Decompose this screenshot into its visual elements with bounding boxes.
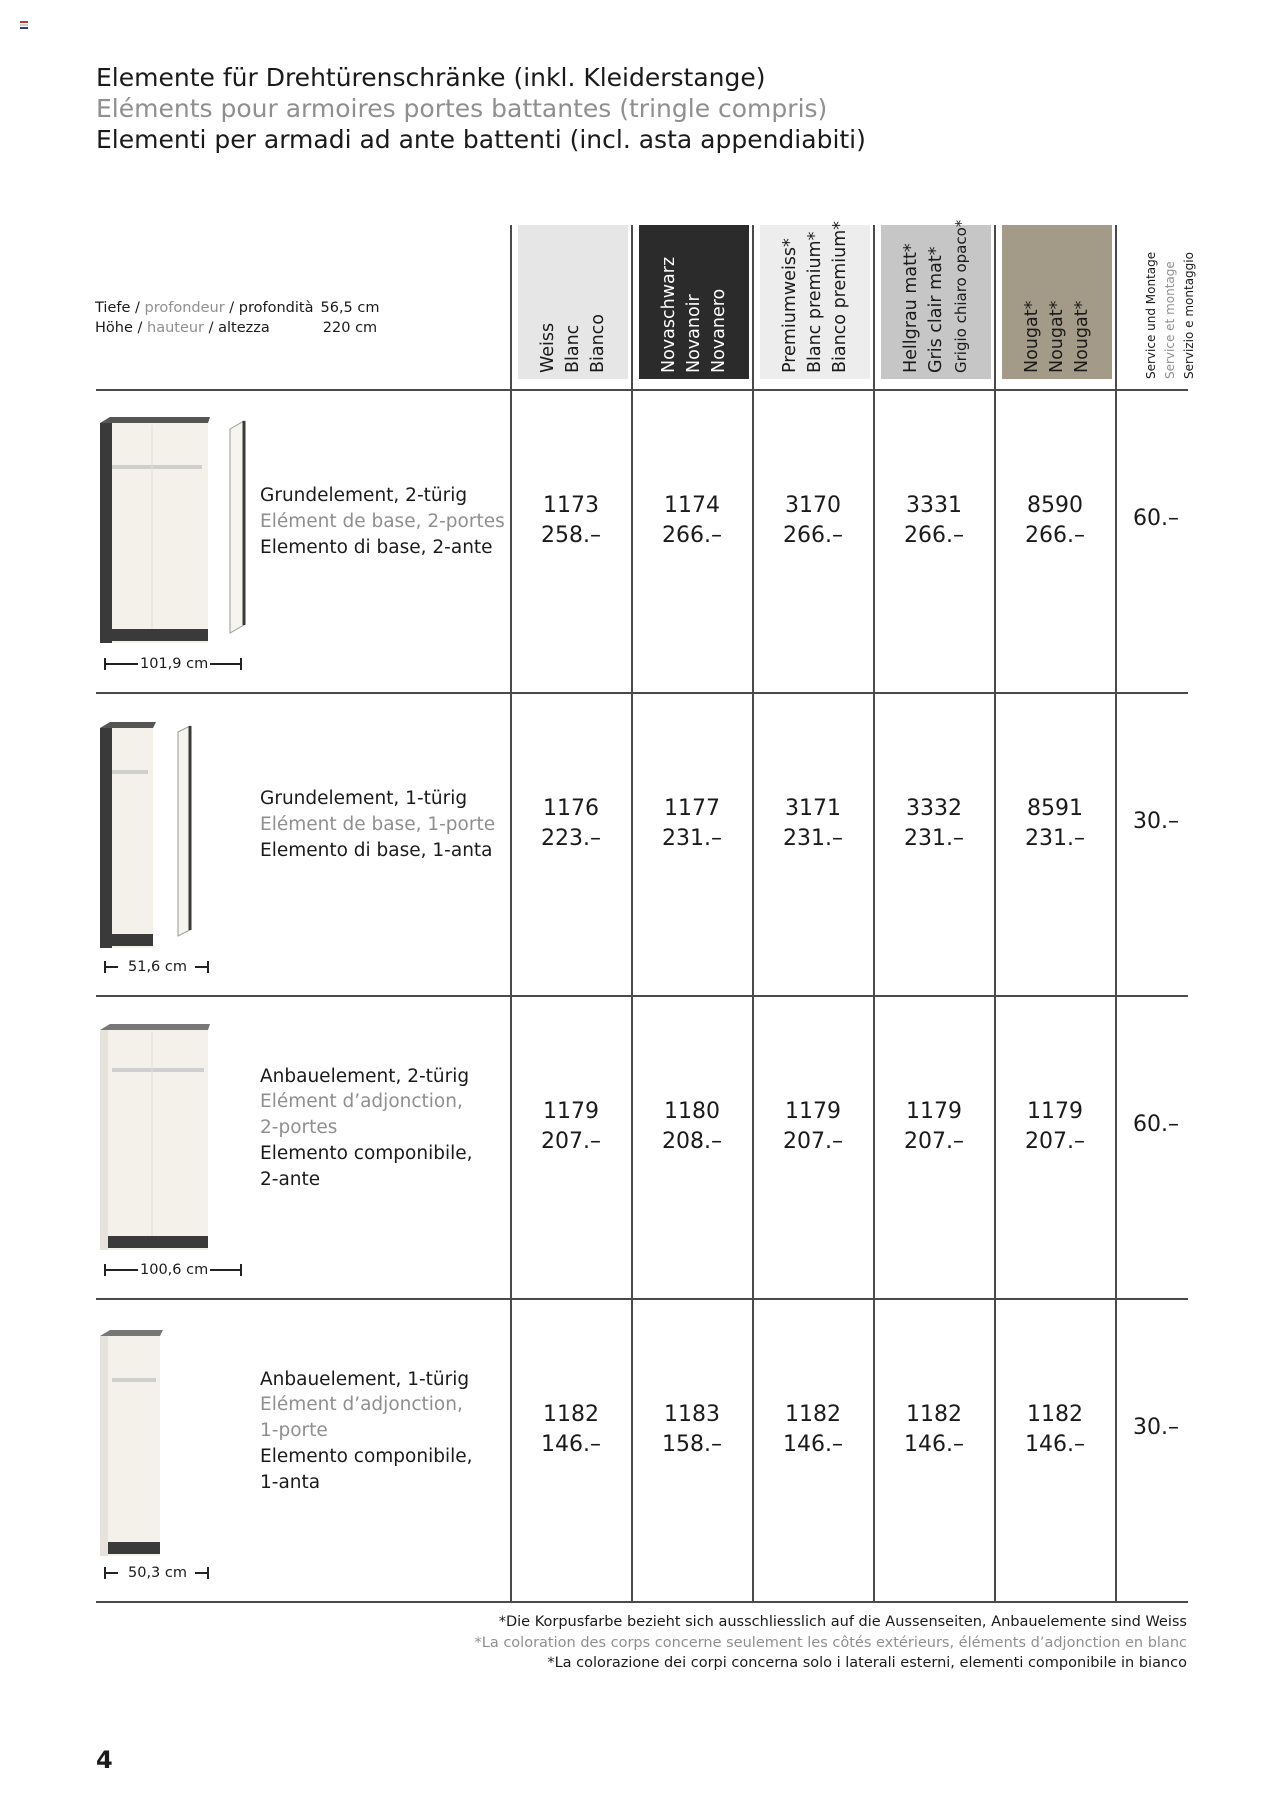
- color-name-line: Novanoir: [684, 294, 704, 373]
- price: 266.–: [904, 523, 964, 548]
- product-name: [260, 1064, 473, 1193]
- product-name-line: Elemento di base, 1-anta: [260, 839, 493, 861]
- column-divider: [631, 225, 633, 1603]
- height-fr: hauteur: [147, 320, 205, 336]
- product-name-line: Elemento componibile,: [260, 1445, 473, 1467]
- column-divider: [752, 225, 754, 1603]
- price-cell: [879, 491, 989, 551]
- product-name-line: Elément d’adjonction,: [260, 1091, 463, 1113]
- price-cell: [879, 794, 989, 854]
- product-name-line: Elément de base, 2-portes: [260, 511, 505, 533]
- depth-value: 56,5 cm: [320, 300, 380, 316]
- row-divider: [96, 1298, 1188, 1300]
- page-title: [96, 62, 866, 155]
- price-cell: [879, 1400, 989, 1460]
- price-cell: [758, 1400, 868, 1460]
- title-it: Elementi per armadi ad ante battenti (incl. asta appendiabiti): [96, 125, 866, 154]
- price: 146.–: [904, 1432, 964, 1457]
- article-number: 8591: [1027, 796, 1083, 821]
- footnote-fr: *La coloration des corps concerne seulement les côtés extérieurs, éléments d’adjonction en blanc: [474, 1634, 1187, 1651]
- color-name-line: Grigio chiaro opaco*: [952, 219, 970, 373]
- footnote-de: *Die Korpusfarbe bezieht sich ausschliesslich auf die Aussenseiten, Anbauelemente sind Weiss: [498, 1614, 1187, 1630]
- wardrobe-addon-1-door-image: [98, 1328, 168, 1558]
- color-name-line: Nougat*: [1022, 300, 1042, 373]
- article-number: 3331: [906, 493, 962, 518]
- article-number: 1182: [543, 1402, 599, 1427]
- price-cell: [516, 1097, 626, 1157]
- column-divider: [873, 225, 875, 1603]
- article-number: 3170: [785, 493, 841, 518]
- width-dimension: [104, 1565, 209, 1581]
- color-name-line: Weiss: [538, 322, 558, 373]
- color-name-line: Gris clair mat*: [926, 246, 946, 373]
- table-bottom-rule: [96, 1601, 1188, 1603]
- price-cell: [1000, 794, 1110, 854]
- article-number: 1183: [664, 1402, 720, 1427]
- product-name-line: Anbauelement, 2-türig: [260, 1065, 470, 1087]
- wardrobe-addon-2-door-image: [98, 1022, 218, 1252]
- title-fr: Eléments pour armoires portes battantes (tringle compris): [96, 94, 828, 123]
- table-header-rule: [96, 389, 1188, 391]
- color-name-line: Blanc: [563, 324, 583, 373]
- width-dimension: [104, 1262, 242, 1278]
- price-cell: [758, 491, 868, 551]
- price: 266.–: [1025, 523, 1085, 548]
- product-name-line: Elément d’adjonction,: [260, 1394, 463, 1416]
- price-cell: [758, 794, 868, 854]
- price: 223.–: [541, 826, 601, 851]
- depth-fr: profondeur: [144, 300, 225, 316]
- height-de: Höhe: [95, 320, 133, 336]
- article-number: 1179: [1027, 1099, 1083, 1124]
- service-price: 60.–: [1133, 506, 1179, 531]
- price: 231.–: [783, 826, 843, 851]
- price: 207.–: [541, 1129, 601, 1154]
- color-name-line: Novanero: [709, 288, 729, 373]
- column-divider: [1115, 225, 1117, 1603]
- wardrobe-2-door-image: [98, 415, 278, 645]
- price: 231.–: [904, 826, 964, 851]
- price-cell: [516, 491, 626, 551]
- service-price: 30.–: [1133, 1415, 1179, 1440]
- height-it: altezza: [218, 320, 270, 336]
- price: 208.–: [662, 1129, 722, 1154]
- article-number: 1180: [664, 1099, 720, 1124]
- price-cell: [1000, 1400, 1110, 1460]
- price: 258.–: [541, 523, 601, 548]
- product-name-line: Grundelement, 1-türig: [260, 788, 468, 810]
- article-number: 1182: [785, 1402, 841, 1427]
- service-price: 30.–: [1133, 809, 1179, 834]
- row-divider: [96, 995, 1188, 997]
- product-name: [260, 1367, 473, 1496]
- sep: /: [137, 320, 143, 336]
- depth-it: profondità: [238, 300, 314, 316]
- depth-de: Tiefe: [95, 300, 131, 316]
- flag-icon: [20, 21, 28, 28]
- service-de: Service und Montage: [1144, 251, 1158, 379]
- sep: /: [135, 300, 140, 316]
- width-value: 101,9 cm: [140, 656, 209, 672]
- price-cell: [637, 794, 747, 854]
- width-dimension: [104, 656, 242, 672]
- article-number: 1174: [664, 493, 720, 518]
- product-name-line: Grundelement, 2-türig: [260, 485, 468, 507]
- price-cell: [637, 1400, 747, 1460]
- product-name-line: Elemento componibile,: [260, 1142, 473, 1164]
- price-cell: [516, 1400, 626, 1460]
- service-header: [1142, 225, 1196, 379]
- wardrobe-1-door-image: [98, 720, 208, 950]
- price: 266.–: [783, 523, 843, 548]
- article-number: 3332: [906, 796, 962, 821]
- article-number: 1179: [906, 1099, 962, 1124]
- width-value: 51,6 cm: [128, 959, 187, 975]
- row-divider: [96, 692, 1188, 694]
- price: 146.–: [1025, 1432, 1085, 1457]
- price-cell: [637, 491, 747, 551]
- sep: /: [229, 300, 235, 316]
- service-fr: Service et montage: [1163, 261, 1177, 379]
- title-de: Elemente für Drehtürenschränke (inkl. Kleiderstange): [96, 63, 766, 92]
- color-name-line: Bianco: [588, 313, 608, 373]
- color-header-1: [639, 225, 749, 379]
- price-cell: [1000, 491, 1110, 551]
- price: 207.–: [904, 1129, 964, 1154]
- color-name-line: Nougat*: [1072, 300, 1092, 373]
- price: 146.–: [541, 1432, 601, 1457]
- product-name: [260, 786, 495, 863]
- article-number: 3171: [785, 796, 841, 821]
- width-dimension: [104, 959, 209, 975]
- color-name-line: Hellgrau matt*: [901, 243, 921, 373]
- color-header-3: [881, 219, 991, 379]
- product-name-line: 2-portes: [260, 1117, 338, 1139]
- price: 207.–: [1025, 1129, 1085, 1154]
- footnote-it: *La colorazione dei corpi concerna solo i laterali esterni, elementi componibile in bianco: [547, 1655, 1187, 1671]
- price-cell: [637, 1097, 747, 1157]
- color-name-line: Nougat*: [1047, 300, 1067, 373]
- page-number: 4: [96, 1746, 113, 1774]
- width-value: 100,6 cm: [140, 1262, 209, 1278]
- product-name-line: Anbauelement, 1-türig: [260, 1368, 470, 1390]
- price: 231.–: [1025, 826, 1085, 851]
- product-name-line: 1-anta: [260, 1471, 321, 1493]
- price: 158.–: [662, 1432, 722, 1457]
- price: 146.–: [783, 1432, 843, 1457]
- article-number: 1179: [543, 1099, 599, 1124]
- color-name-line: Bianco premium*: [830, 220, 850, 373]
- price-cell: [1000, 1097, 1110, 1157]
- column-divider: [994, 225, 996, 1603]
- product-name: [260, 483, 505, 560]
- price: 231.–: [662, 826, 722, 851]
- article-number: 8590: [1027, 493, 1083, 518]
- article-number: 1179: [785, 1099, 841, 1124]
- color-header-0: [518, 225, 628, 379]
- price-cell: [516, 794, 626, 854]
- article-number: 1182: [906, 1402, 962, 1427]
- product-name-line: 1-porte: [260, 1420, 328, 1442]
- color-name-line: Premiumweiss*: [780, 238, 800, 373]
- width-value: 50,3 cm: [128, 1565, 187, 1581]
- color-name-line: Novaschwarz: [659, 256, 679, 373]
- color-name-line: Blanc premium*: [805, 231, 825, 373]
- article-number: 1177: [664, 796, 720, 821]
- price: 207.–: [783, 1129, 843, 1154]
- price-cell: [758, 1097, 868, 1157]
- price-cell: [879, 1097, 989, 1157]
- sep: /: [208, 320, 214, 336]
- service-price: 60.–: [1133, 1112, 1179, 1137]
- service-it: Servizio e montaggio: [1182, 252, 1196, 379]
- product-name-line: 2-ante: [260, 1168, 321, 1190]
- color-header-2: [760, 220, 870, 379]
- article-number: 1176: [543, 796, 599, 821]
- column-divider: [510, 225, 512, 1603]
- product-name-line: Elemento di base, 2-ante: [260, 536, 493, 558]
- footnotes: [475, 1612, 1187, 1674]
- article-number: 1182: [1027, 1402, 1083, 1427]
- color-header-4: [1002, 225, 1112, 379]
- article-number: 1173: [543, 493, 599, 518]
- product-name-line: Elément de base, 1-porte: [260, 814, 496, 836]
- dimensions-block: [95, 298, 390, 338]
- height-value: 220 cm: [322, 320, 378, 336]
- price: 266.–: [662, 523, 722, 548]
